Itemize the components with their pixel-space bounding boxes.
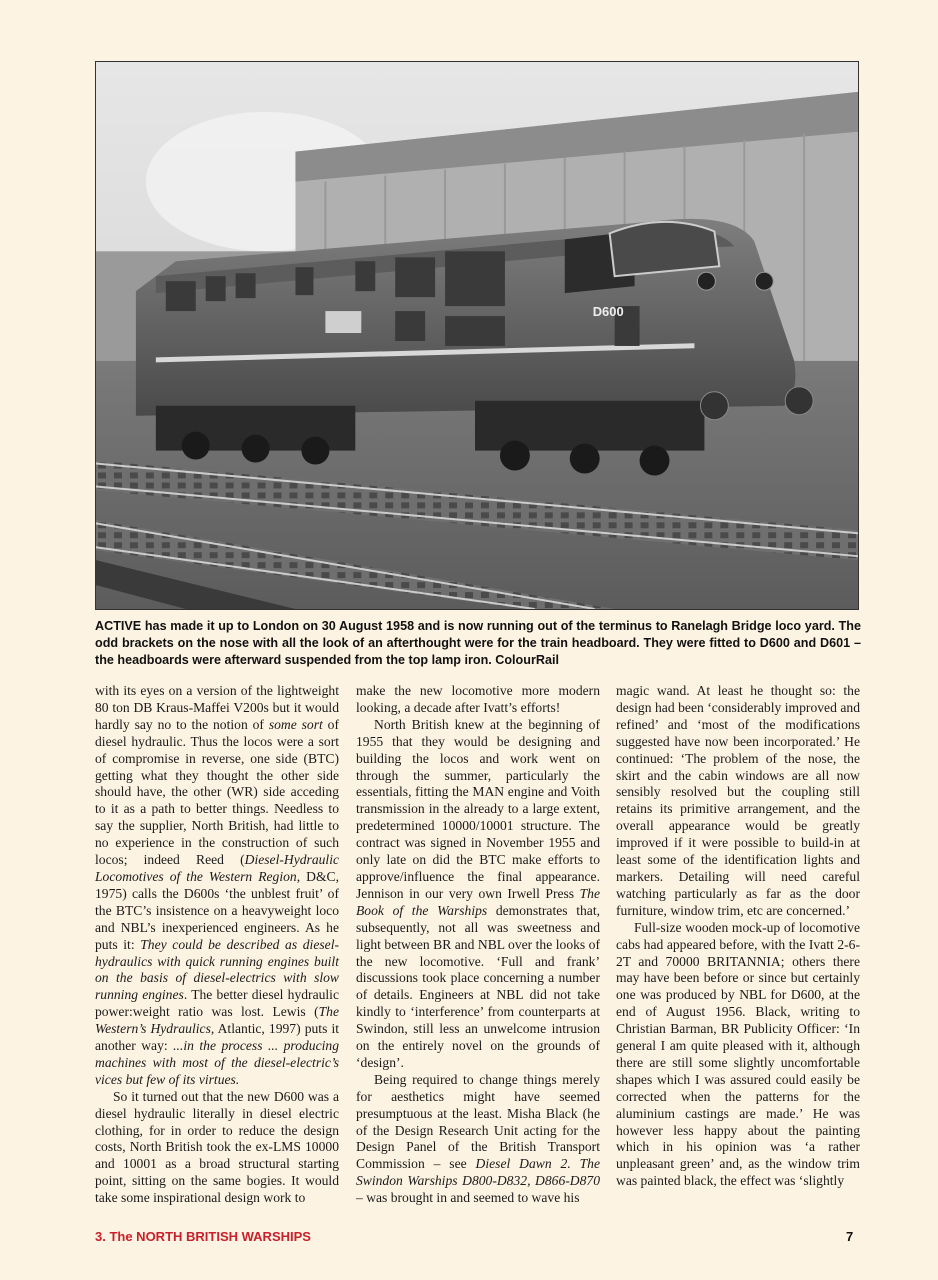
paragraph: Being required to change things merely for aesthetics might have seemed presumptuous at the least. Misha Black (he of the Design Research Unit acting for the Design Panel of the British Transport Commission – see Diesel Dawn 2. The Swindon Warships D800-D832, D866-D870 – was brought in and seemed to wave his: [356, 1071, 600, 1206]
paragraph: make the new locomotive more modern looking, a decade after Ivatt’s efforts!: [356, 683, 600, 715]
page-number: 7: [846, 1229, 854, 1244]
text-column-3: [616, 683, 860, 1190]
paragraph: Full-size wooden mock-up of locomotive cabs had appeared before, with the Ivatt 2-6-2T and 70000 BRITANNIA; others there may have been before or since but certainly one was produced by NBL for D600, at the end of August 1956. Black, writing to Christian Barman, BR Publicity Officer: ‘In general I am quite pleased with it, although there are still some slightly uncomfortable shapes which I was assured could easily be corrected when the patterns for the aluminium castings are made.’ He was however less happy about the painting which in his opinion was ‘a rather unpleasant green’ and, as the window trim was painted black, the effect was ‘slightly: [616, 919, 860, 1189]
photo-image: [96, 62, 858, 609]
paragraph: magic wand. At least he thought so: the design had been ‘considerably improved and refined’ and ‘most of the modifications suggested have now been incorporated.’ He continued: ‘The problem of the nose, the skirt and the cabin windows are all now sensibly resolved but the coupling still retains its primitive arrangement, and the overall appearance would be greatly improved if it were possible to build-in at least some of the identification lights and markers. Detailing will need careful watching particularly as far as the door furniture, window trim, etc are concerned.’: [616, 683, 860, 918]
locomotive-photo: [95, 61, 859, 610]
text-column-2: [356, 683, 600, 1207]
loco-number-plate: D600: [592, 304, 624, 320]
text-column-1: [95, 683, 339, 1207]
running-footer-section: 3. The NORTH BRITISH WARSHIPS: [95, 1229, 311, 1244]
photo-caption: ACTIVE has made it up to London on 30 August 1958 and is now running out of the terminus to Ranelagh Bridge loco yard. The odd brackets on the nose with all the look of an afterthought were for the train headboard. They were fitted to D600 and D601 – the headboards were afterward suspended from the top lamp iron. ColourRail: [95, 619, 861, 667]
paragraph: So it turned out that the new D600 was a diesel hydraulic literally in diesel electric clothing, for in order to reduce the design costs, North British took the ex-LMS 10000 and 10001 as a broad structural starting point, sitting on the same bogies. It would take some inspirational design work to: [95, 1088, 339, 1206]
paragraph: with its eyes on a version of the lightweight 80 ton DB Kraus-Maffei V200s but it would hardly say no to the notion of some sort of diesel hydraulic. Thus the locos were a sort of compromise in reverse, one side (BTC) getting what they thought the other side should have, the other (WR) side acceding to it as a path to better things. Needless to say the supplier, North British, had little to no experience in the construction of such locos; indeed Reed (Diesel-Hydraulic Locomotives of the Western Region, D&C, 1975) calls the D600s ‘the unblest fruit’ of the BTC’s insistence on a heavyweight loco and NBL’s inexperienced engineers. As he puts it: They could be described as diesel-hydraulics with quick running engines built on the basis of diesel-electrics with slow running engines. The better diesel hydraulic power:weight ratio was lost. Lewis (The Western’s Hydraulics, Atlantic, 1997) puts it another way: ...in the process ... producing machines with most of the diesel-electric’s vices but few of its virtues.: [95, 683, 340, 1087]
paragraph: North British knew at the beginning of 1955 that they would be designing and building the locos and work went on through the summer, particularly the essentials, fitting the MAN engine and Voith transmission in the already to a large extent, predetermined 10000/10001 structure. The contract was signed in November 1955 and only late on did the BTC make efforts to approve/influence the final appearance. Jennison in our very own Irwell Press The Book of the Warships demonstrates that, subsequently, not all was sweetness and light between BR and NBL over the looks of the new locomotive. ‘Full and frank’ discussions took place concerning a number of details. Engineers at NBL did not take kindly to ‘interference’ from counterparts at Swindon, still less an unwelcome intrusion on the entirely novel on the grounds of ‘design’.: [356, 716, 600, 1070]
